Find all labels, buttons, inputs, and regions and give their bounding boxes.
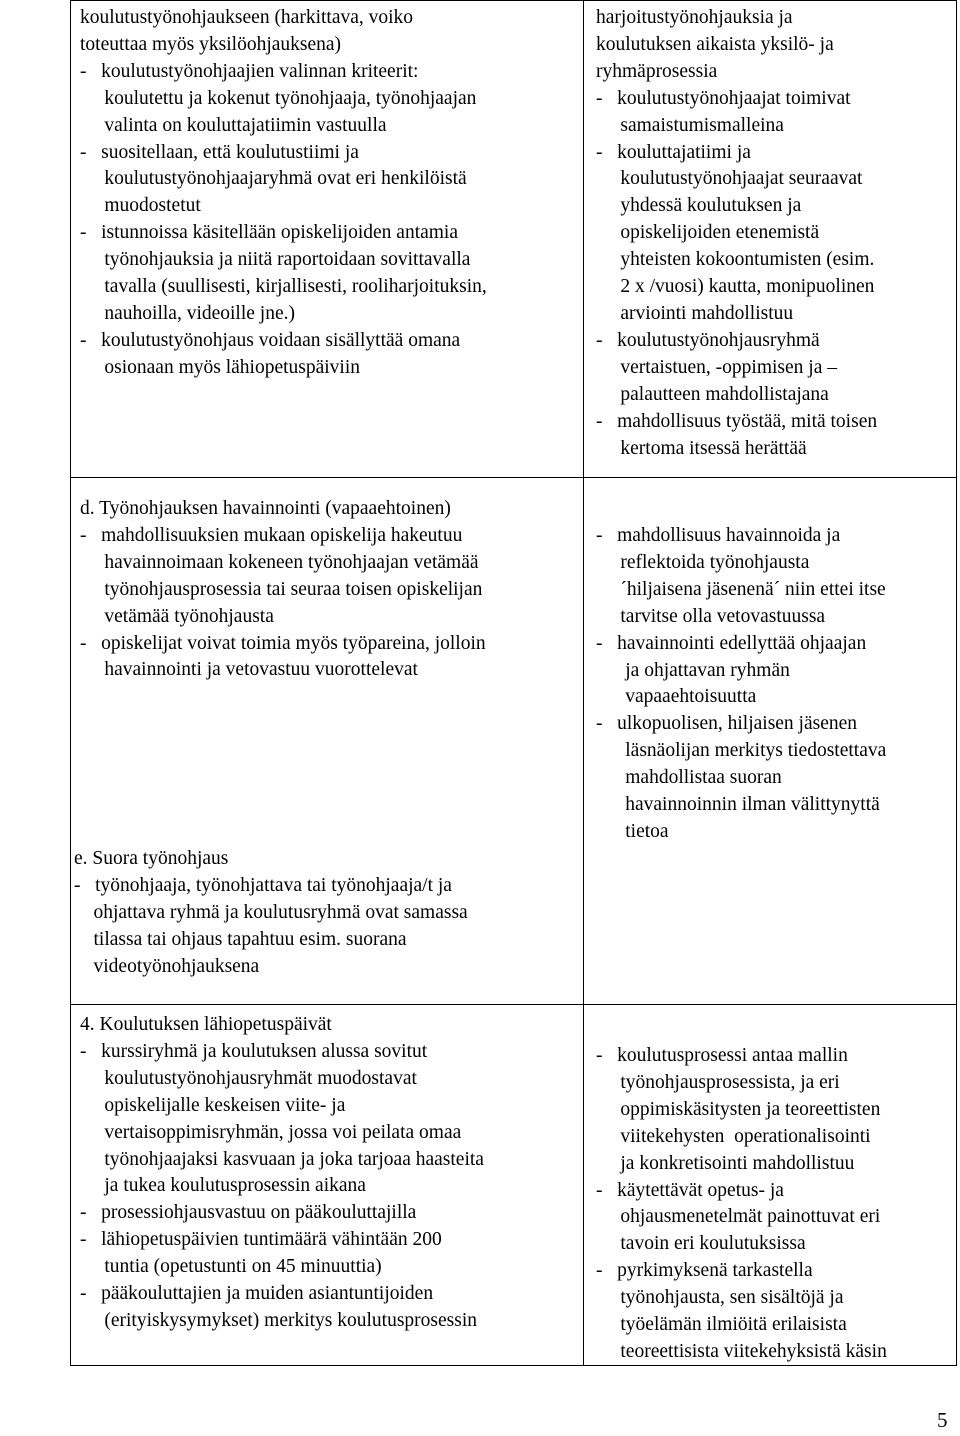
text-line: havainnointi ja vetovastuu vuorottelevat (80, 659, 418, 681)
text-line: - mahdollisuuksien mukaan opiskelija hakeutuu (80, 524, 463, 546)
text-line: osionaan myös lähiopetuspäiviin (80, 356, 361, 378)
text-line: vapaaehtoisuutta (596, 686, 757, 708)
text-line: työnohjausprosessia tai seuraa toisen opiskelijan (80, 578, 483, 600)
text-line: - koulutustyönohjaus voidaan sisällyttää omana (80, 329, 461, 351)
table-border-left (70, 0, 71, 1366)
text-line: toteuttaa myös yksilöohjauksena) (80, 33, 342, 55)
text-line: - mahdollisuus havainnoida ja (596, 525, 841, 546)
text-line: ´hiljaisena jäsenenä´ niin ettei itse (596, 578, 886, 600)
page-number: 5 (937, 1408, 948, 1432)
text-line: työnohjausta, sen sisältöjä ja (596, 1287, 844, 1309)
section-d-left-lines (80, 523, 486, 684)
text-line: - käytettävät opetus- ja (596, 1179, 784, 1201)
text-line: läsnäolijan merkitys tiedostettava (596, 740, 887, 762)
text-line: harjoitustyönohjauksia ja (596, 7, 793, 28)
text-line: - mahdollisuus työstää, mitä toisen (596, 410, 878, 432)
text-line: - prosessiohjausvastuu on pääkouluttajilla (80, 1202, 417, 1224)
table-border-right (956, 0, 957, 1366)
text-line: reflektoida työnohjausta (596, 551, 810, 573)
text-line: - suositellaan, että koulutustiimi ja (80, 141, 359, 163)
text-line: koulutustyönohjaukseen (harkittava, voiko (80, 7, 414, 28)
text-line: - koulutustyönohjaajien valinnan kriteerit: (80, 60, 419, 82)
section-d-left-cell (80, 496, 486, 684)
text-line: yhdessä koulutuksen ja (596, 195, 802, 217)
text-line: oppimiskäsitysten ja teoreettisten (596, 1098, 881, 1120)
text-line: työnohjaajaksi kasvuaan ja joka tarjoaa haasteita (80, 1148, 484, 1170)
text-line: kertoma itsessä herättää (596, 437, 807, 459)
section-e-heading: e. Suora työnohjaus (74, 848, 229, 869)
text-line: työnohjausprosessista, ja eri (596, 1071, 840, 1093)
text-line: - koulutustyönohjausryhmä (596, 329, 820, 351)
text-line: tavalla (suullisesti, kirjallisesti, rooliharjoituksin, (80, 276, 487, 298)
section-4-right-cell (596, 1043, 887, 1366)
top-right-cell (596, 5, 877, 462)
text-line: tarvitse olla vetovastuussa (596, 605, 826, 627)
table-border-top (70, 0, 957, 1)
row-divider-d (70, 477, 957, 478)
text-line: koulutustyönohjaajat seuraavat (596, 168, 863, 190)
top-left-lines (80, 5, 487, 382)
section-4-left-cell (80, 1012, 484, 1335)
text-line: ja ohjattavan ryhmän (596, 659, 790, 681)
text-line: koulutettu ja kokenut työnohjaaja, työnohjaajan (80, 87, 477, 109)
text-line: nauhoilla, videoille jne.) (80, 302, 295, 324)
text-line: - koulutusprosessi antaa mallin (596, 1045, 848, 1066)
text-line: tavoin eri koulutuksissa (596, 1233, 806, 1255)
text-line: työnohjauksia ja niitä raportoidaan sovittavalla (80, 249, 471, 271)
text-line: palautteen mahdollistajana (596, 383, 829, 405)
text-line: arviointi mahdollistuu (596, 302, 794, 324)
text-line: havainnoinnin ilman välittynyttä (596, 794, 880, 816)
text-line: ohjausmenetelmät painottuvat eri (596, 1206, 881, 1228)
row-divider-4 (70, 1004, 957, 1005)
section-e-cell (74, 846, 468, 981)
text-line: havainnoimaan kokeneen työnohjaajan vetämää (80, 551, 479, 573)
top-left-cell (80, 5, 487, 382)
text-line: tuntia (opetustunti on 45 minuuttia) (80, 1256, 382, 1278)
text-line: vetämää työnohjausta (80, 605, 274, 627)
text-line: mahdollistaa suoran (596, 767, 782, 789)
section-d-heading: d. Työnohjauksen havainnointi (vapaaehtoinen) (80, 498, 451, 519)
text-line: koulutustyönohjausryhmät muodostavat (80, 1067, 417, 1089)
text-line: ryhmäprosessia (596, 60, 718, 82)
text-line: - kouluttajatiimi ja (596, 141, 751, 163)
section-4-heading: 4. Koulutuksen lähiopetuspäivät (80, 1014, 332, 1035)
text-line: vertaisoppimisryhmän, jossa voi peilata omaa (80, 1121, 462, 1143)
text-line: - pääkouluttajien ja muiden asiantuntijoiden (80, 1283, 434, 1305)
section-d-right-cell (596, 523, 886, 846)
text-line: koulutuksen aikaista yksilö- ja (596, 33, 834, 55)
table-border-middle (583, 0, 584, 1366)
section-4-left-lines (80, 1039, 484, 1335)
text-line: - lähiopetuspäivien tuntimäärä vähintään 200 (80, 1229, 442, 1251)
text-line: tilassa tai ohjaus tapahtuu esim. suorana (74, 928, 407, 950)
text-line: vertaistuen, -oppimisen ja – (596, 356, 837, 378)
text-line: ja konkretisointi mahdollistuu (596, 1152, 855, 1174)
text-line: 2 x /vuosi) kautta, monipuolinen (596, 276, 875, 298)
text-line: viitekehysten operationalisointi (596, 1125, 871, 1147)
text-line: koulutustyönohjaajaryhmä ovat eri henkilöistä (80, 168, 467, 190)
text-line: tietoa (596, 820, 669, 842)
text-line: työelämän ilmiöitä erilaisista (596, 1314, 847, 1336)
text-line: valinta on kouluttajatiimin vastuulla (80, 114, 387, 136)
section-4-right-lines (596, 1043, 887, 1366)
text-line: ohjattava ryhmä ja koulutusryhmä ovat samassa (74, 901, 468, 923)
text-line: opiskelijoiden etenemistä (596, 222, 820, 244)
text-line: - ulkopuolisen, hiljaisen jäsenen (596, 713, 858, 735)
text-line: muodostetut (80, 195, 201, 217)
top-right-lines (596, 5, 877, 462)
text-line: videotyönohjauksena (74, 955, 260, 977)
text-line: - havainnointi edellyttää ohjaajan (596, 632, 867, 654)
section-d-right-lines (596, 523, 886, 846)
text-line: (erityiskysymykset) merkitys koulutusprosessin (80, 1309, 478, 1331)
text-line: - opiskelijat voivat toimia myös työpareina, jolloin (80, 632, 486, 654)
text-line: opiskelijalle keskeisen viite- ja (80, 1094, 346, 1116)
text-line: samaistumismalleina (596, 114, 784, 136)
text-line: yhteisten kokoontumisten (esim. (596, 249, 875, 271)
text-line: - työnohjaaja, työnohjattava tai työnohjaaja/t ja (74, 874, 452, 896)
text-line: - kurssiryhmä ja koulutuksen alussa sovitut (80, 1040, 428, 1062)
section-e-lines (74, 873, 468, 981)
text-line: teoreettisista viitekehyksistä käsin (596, 1340, 887, 1362)
text-line: - koulutustyönohjaajat toimivat (596, 87, 851, 109)
text-line: - istunnoissa käsitellään opiskelijoiden antamia (80, 222, 459, 244)
text-line: - pyrkimyksenä tarkastella (596, 1260, 813, 1282)
text-line: ja tukea koulutusprosessin aikana (80, 1175, 366, 1197)
